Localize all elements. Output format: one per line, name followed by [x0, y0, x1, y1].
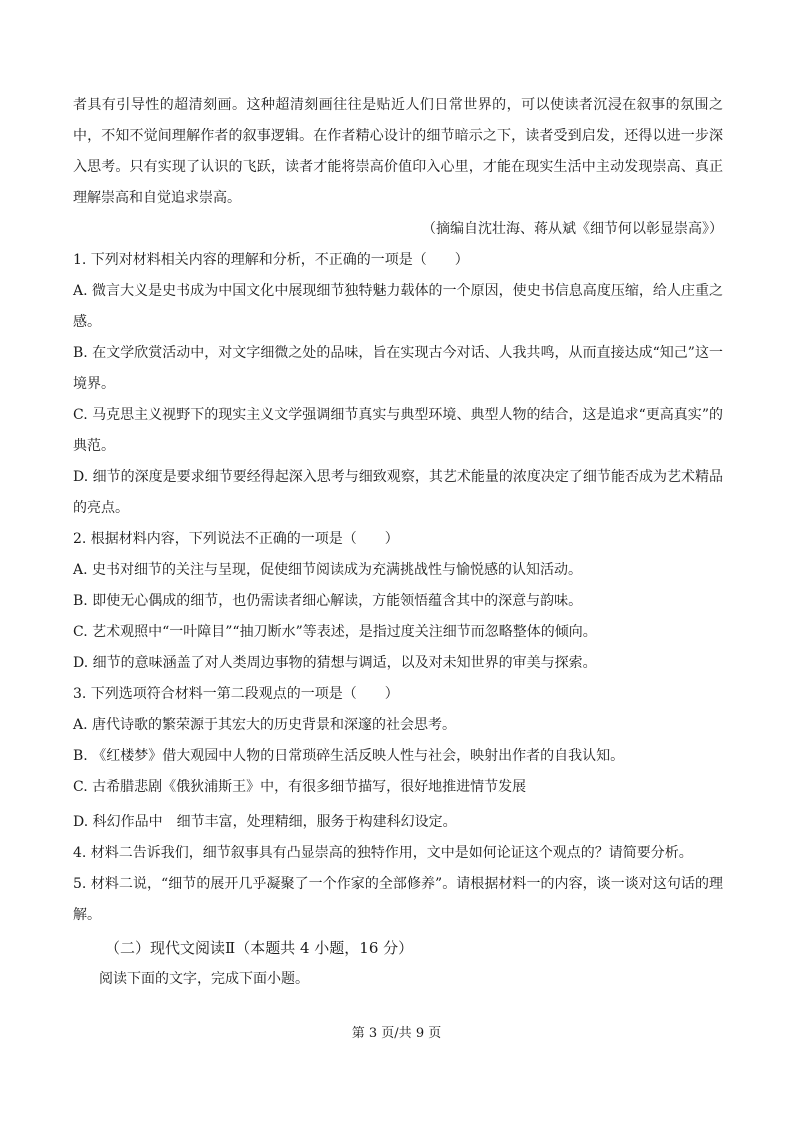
- passage-paragraph: 者具有引导性的超清刻画。这种超清刻画往往是贴近人们日常世界的，可以使读者沉浸在叙事的氛围之中，不知不觉间理解作者的叙事逻辑。在作者精心设计的细节暗示之下，读者受到启发，还得以进一步深入思考。只有实现了认识的飞跃，读者才能将崇高价值印入心里，才能在现实生活中主动发现崇高、真正理解崇高和自觉追求崇高。: [73, 97, 723, 206]
- question-3-option-b: B. 《红楼梦》借大观园中人物的日常琐碎生活反映人性与社会，映射出作者的自我认知。: [73, 748, 625, 764]
- question-1-option-c: C. 马克思主义视野下的现实主义文学强调细节真实与典型环境、典型人物的结合，这是追求“更高真实”的典范。: [73, 407, 723, 454]
- page-content: [73, 90, 723, 995]
- question-1-option-d: D. 细节的深度是要求细节要经得起深入思考与细致观察，其艺术能量的浓度决定了细节能否成为艺术精品的亮点。: [73, 469, 723, 516]
- question-5: 5. 材料二说，“细节的展开几乎凝聚了一个作家的全部修养”。请根据材料一的内容，谈一谈对这句话的理解。: [73, 876, 723, 923]
- question-4: 4. 材料二告诉我们，细节叙事具有凸显崇高的独特作用，文中是如何论证这个观点的？请简要分析。: [73, 845, 693, 861]
- page-number-footer: 第 3 页/共 9 页: [351, 1026, 442, 1041]
- section-2-title: （二）现代文阅读Ⅱ（本题共 4 小题，16 分）: [105, 939, 414, 957]
- question-3-option-c: C. 古希腊悲剧《俄狄浦斯王》中，有很多细节描写，很好地推进情节发展: [73, 779, 527, 795]
- passage-source: （摘编自沈壮海、蒋从斌《细节何以彰显崇高》）: [422, 221, 723, 237]
- question-1-option-b: B. 在文学欣赏活动中，对文字细微之处的品味，旨在实现古今对话、人我共鸣，从而直接达成“知己”这一境界。: [73, 345, 723, 392]
- question-2-stem: 2. 根据材料内容，下列说法不正确的一项是（ ）: [73, 531, 399, 547]
- question-2-option-b: B. 即使无心偶成的细节，也仍需读者细心解读，方能领悟蕴含其中的深意与韵味。: [73, 593, 583, 609]
- question-3-option-d: D. 科幻作品中 细节丰富，处理精细，服务于构建科幻设定。: [73, 814, 457, 830]
- question-2-option-d: D. 细节的意味涵盖了对人类周边事物的猜想与调适，以及对未知世界的审美与探索。: [73, 655, 597, 671]
- question-1-stem: 1. 下列对材料相关内容的理解和分析，不正确的一项是（ ）: [73, 252, 469, 268]
- question-2-option-c: C. 艺术观照中“一叶障目”“抽刀断水”等表述，是指过度关注细节而忽略整体的倾向。: [73, 624, 597, 640]
- question-3-option-a: A. 唐代诗歌的繁荣源于其宏大的历史背景和深邃的社会思考。: [73, 717, 457, 733]
- question-3-stem: 3. 下列选项符合材料一第二段观点的一项是（ ）: [73, 686, 399, 702]
- question-1-option-a: A. 微言大义是史书成为中国文化中展现细节独特魅力载体的一个原因，使史书信息高度压缩，给人庄重之感。: [73, 283, 723, 330]
- section-2-instruction: 阅读下面的文字，完成下面小题。: [99, 971, 309, 987]
- question-2-option-a: A. 史书对细节的关注与呈现，促使细节阅读成为充满挑战性与愉悦感的认知活动。: [73, 562, 583, 578]
